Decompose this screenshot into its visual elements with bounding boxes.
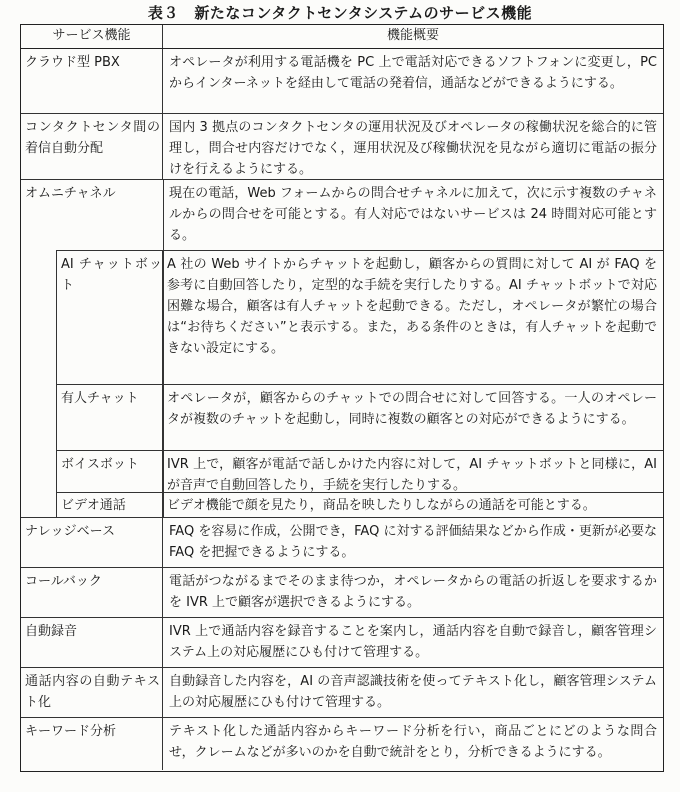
service-desc: IVR 上で通話内容を録音することを案内し，通話内容を自動で録音し，顧客管理システム上の対応履歴にひも付けて管理する。 bbox=[169, 624, 657, 660]
service-name: コールバック bbox=[25, 574, 102, 589]
service-name: ナレッジベース bbox=[25, 524, 115, 539]
sub-service-desc: ビデオ機能で顔を見たり，商品を映したりしながらの通話を可能とする。 bbox=[167, 498, 596, 513]
service-desc: FAQ を容易に作成，公開でき，FAQ に対する評価結果などから作成・更新が必要な FAQ を把握できるようにする。 bbox=[169, 524, 657, 560]
service-desc: 電話がつながるまでそのまま待つか，オペレータからの電話の折返しを要求するかを IVR 上で顧客が選択できるようにする。 bbox=[169, 574, 657, 610]
service-name: オムニチャネル bbox=[25, 186, 116, 201]
service-name: クラウド型 PBX bbox=[25, 55, 120, 70]
sub-row bbox=[57, 492, 663, 518]
sub-service-desc: オペレータが，顧客からのチャットでの問合せに対して回答する。一人のオペレータが複数のチャットを起動し，同時に複数の顧客との対応ができるようにする。 bbox=[167, 391, 657, 427]
service-desc: テキスト化した通話内容からキーワード分析を行い，商品ごとにどのような問合せ，クレームなどが多いのかを自動で統計をとり，分析できるようにする。 bbox=[169, 724, 657, 760]
table-header-row bbox=[21, 25, 663, 49]
table-row bbox=[21, 517, 663, 567]
sub-service-name: AI チャットボット bbox=[61, 257, 162, 293]
table-row bbox=[21, 617, 663, 667]
table-row bbox=[21, 113, 663, 179]
table-caption: 表３ 新たなコンタクトセンタシステムのサービス機能 bbox=[147, 4, 533, 22]
sub-service-name: 有人チャット bbox=[61, 391, 139, 406]
table-row bbox=[21, 49, 663, 113]
table-row bbox=[21, 667, 663, 717]
sub-service-name: ビデオ通話 bbox=[61, 498, 126, 513]
service-name: コンタクトセンタ間の着信自動分配 bbox=[25, 120, 160, 156]
sub-row bbox=[57, 250, 663, 384]
table-row-group bbox=[21, 179, 663, 517]
sub-service-name: ボイスボット bbox=[61, 457, 139, 472]
service-desc: 国内 3 拠点のコンタクトセンタの運用状況及びオペレータの稼働状況を総合的に管理し，問合せ内容だけでなく，運用状況及び稼働状況を見ながら適切に電話の振分けを行えるようにする。 bbox=[169, 120, 657, 177]
header-overview: 機能概要 bbox=[386, 28, 439, 43]
sub-row bbox=[57, 450, 663, 492]
sub-row bbox=[57, 384, 663, 450]
service-name: 通話内容の自動テキスト化 bbox=[25, 674, 160, 710]
sub-service-desc: IVR 上で，顧客が電話で話しかけた内容に対して，AI チャットボットと同様に，AI が音声で自動回答したり，手続を実行したりする。 bbox=[167, 457, 657, 493]
header-service: サービス機能 bbox=[52, 28, 131, 43]
service-name: キーワード分析 bbox=[25, 724, 117, 739]
table-row bbox=[21, 717, 663, 770]
service-name: 自動録音 bbox=[25, 624, 78, 639]
service-table bbox=[20, 24, 664, 772]
service-desc: 自動録音した内容を，AI の音声認識技術を使ってテキスト化し，顧客管理システム上の対応履歴にひも付けて管理する。 bbox=[169, 674, 657, 710]
indent-column bbox=[21, 250, 57, 517]
table-row bbox=[21, 567, 663, 617]
service-desc: 現在の電話，Web フォームからの問合せチャネルに加えて，次に示す複数のチャネルからの問合せを可能とする。有人対応ではないサービスは 24 時間対応可能とする。 bbox=[169, 186, 657, 243]
service-desc: オペレータが利用する電話機を PC 上で電話対応できるソフトフォンに変更し，PC からインターネットを経由して電話の発着信，通話などができるようにする。 bbox=[169, 55, 657, 91]
sub-service-desc: A 社の Web サイトからチャットを起動し，顧客からの質問に対して AI が FAQ を参考に自動回答したり，定型的な手続を実行したりする。AI チャットボットで対応困難な場合，顧客は有人チャットを起動できる。ただし，オペレータが繁忙の場合は“お待ちください”と表示する。また，ある条件のときは，有人チャットを起動できない設定にする。 bbox=[167, 257, 657, 356]
